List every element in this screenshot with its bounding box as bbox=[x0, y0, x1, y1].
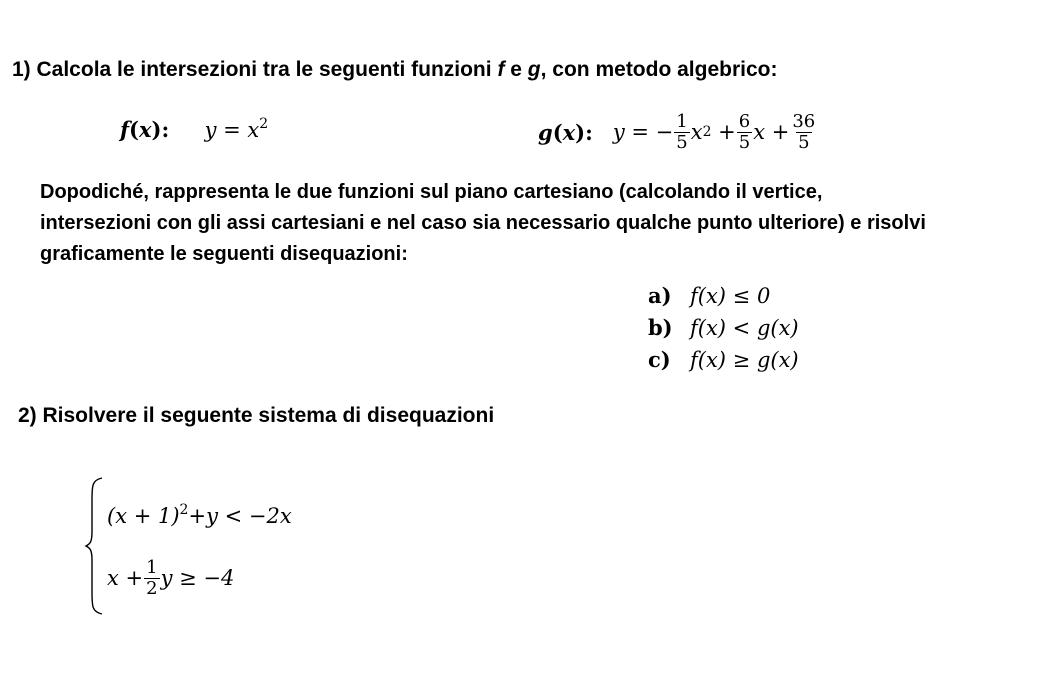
question-1-title: 1) Calcola le intersezioni tra le seguenti funzioni f e g, con metodo algebrico: bbox=[12, 58, 778, 81]
system-inequality-1: $(x + 1)^2+y < -2x$ bbox=[107, 502, 292, 528]
function-g-definition: g ( x ): y = − $\frac{1}{5}$ x 2 + $\frac{6}{5}$ x + $\frac{36}{5}$ bbox=[538, 110, 816, 153]
fraction-1-5: $\frac{1}{5}$ bbox=[676, 110, 688, 153]
function-f-definition: f(x): $y = x^2$ bbox=[120, 116, 269, 142]
instructions-paragraph: Dopodiché, rappresenta le due funzioni sul piano cartesiano (calcolando il vertice, intersezioni con gli assi cartesiani e nel caso sia necessario qualche punto ulteriore) e risolvi graficamente le seguenti disequazioni: bbox=[40, 181, 926, 265]
inequalities-list bbox=[648, 280, 799, 376]
system-inequality-2: x + $\frac{1}{2}$ y ≥ −4 bbox=[107, 556, 235, 599]
fraction-6-5: $\frac{6}{5}$ bbox=[738, 110, 751, 153]
system-brace bbox=[84, 476, 106, 616]
question-2-title: 2) Risolvere il seguente sistema di disequazioni bbox=[18, 404, 495, 427]
fraction-36-5: $\frac{36}{5}$ bbox=[792, 110, 816, 153]
item-c: c) f(x) ≥ g(x) bbox=[648, 347, 799, 372]
fraction-1-2: $\frac{1}{2}$ bbox=[146, 556, 158, 599]
item-a: a) f(x) ≤ 0 bbox=[648, 283, 771, 308]
item-b: b) f(x) < g(x) bbox=[648, 315, 799, 340]
